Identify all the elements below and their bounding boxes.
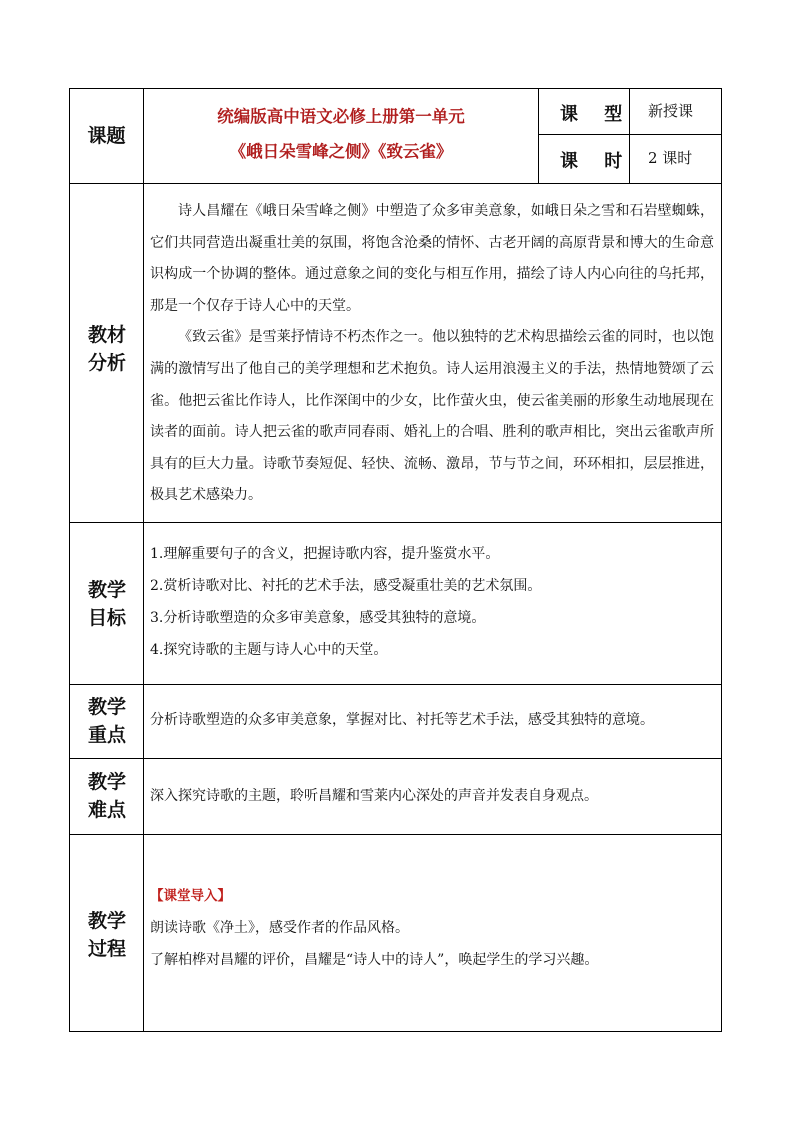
label-column-divider [143,88,144,1032]
process-line-1: 朗读诗歌《净土》，感受作者的作品风格。 [150,920,409,936]
lesson-title-line2: 《峨日朵雪峰之侧》《致云雀》 [229,142,453,161]
goal-item-1: 1.理解重要句子的含义，把握诗歌内容，提升鉴赏水平。 [150,546,500,562]
lesson-title [144,104,538,165]
lesson-hours-value: 2 课时 [648,149,693,167]
material-paragraph-2: 《致云雀》是雪莱抒情诗不朽杰作之一。他以独特的艺术构思描绘云雀的同时，也以饱满的激情写出了他自己的美学理想和艺术抱负。诗人运用浪漫主义的手法，热情地赞颂了云雀。他把云雀比作诗人，比作深闺中的少女，比作萤火虫，使云雀美丽的形象生动地展现在读者的面前。诗人把云雀的歌声同春雨、婚礼上的合唱、胜利的歌声相比，突出云雀歌声所具有的巨大力量。诗歌节奏短促、轻快、流畅、激昂，节与节之间，环环相扣，层层推进，极具艺术感染力。 [150,329,714,504]
material-paragraph-1: 诗人昌耀在《峨日朵雪峰之侧》中塑造了众多审美意象，如峨日朵之雪和石岩壁蜘蛛，它们共同营造出凝重壮美的氛围，将饱含沧桑的情怀、古老开阔的高原背景和博大的生命意识构成一个协调的整体。通过意象之间的变化与相互作用，描绘了诗人内心向往的乌托邦，那是一个仅存于诗人心中的天堂。 [150,203,714,314]
topic-label: 课题 [87,125,126,147]
teaching-process-label: 教学过程 [87,910,126,960]
header-divider-1 [538,88,539,183]
goal-item-4: 4.探究诗歌的主题与诗人心中的天堂。 [150,642,388,658]
teaching-goals-label: 教学目标 [87,579,126,629]
header-mid-line [538,134,722,135]
row-line-5 [69,834,722,835]
lesson-title-line1: 统编版高中语文必修上册第一单元 [217,107,465,126]
class-intro-heading: 【课堂导入】 [150,888,231,904]
lesson-type-value: 新授课 [648,102,694,120]
table-border-bottom [69,1031,722,1032]
material-analysis-content [150,196,714,512]
difficulty-content: 深入探究诗歌的主题，聆听昌耀和雪莱内心深处的声音并发表自身观点。 [150,788,598,804]
material-analysis-label: 教材分析 [87,324,126,374]
row-line-1 [69,183,722,184]
lesson-type-label: 课 型 [560,104,633,125]
teaching-goals-list [150,538,714,666]
key-points-content: 分析诗歌塑造的众多审美意象，掌握对比、衬托等艺术手法，感受其独特的意境。 [150,712,654,728]
teaching-process-content [150,880,714,976]
row-line-2 [69,522,722,523]
goal-item-2: 2.赏析诗歌对比、衬托的艺术手法，感受凝重壮美的艺术氛围。 [150,578,542,594]
lesson-hours-label: 课 时 [560,151,633,172]
table-border-left [69,88,70,1032]
row-line-3 [69,684,722,685]
key-points-label: 教学重点 [87,696,126,746]
table-border-top [69,88,722,89]
table-border-right [721,88,722,1032]
goal-item-3: 3.分析诗歌塑造的众多审美意象，感受其独特的意境。 [150,610,486,626]
difficulty-label: 教学难点 [87,771,126,821]
process-line-2: 了解柏桦对昌耀的评价，昌耀是“诗人中的诗人”，唤起学生的学习兴趣。 [150,952,599,968]
row-line-4 [69,758,722,759]
